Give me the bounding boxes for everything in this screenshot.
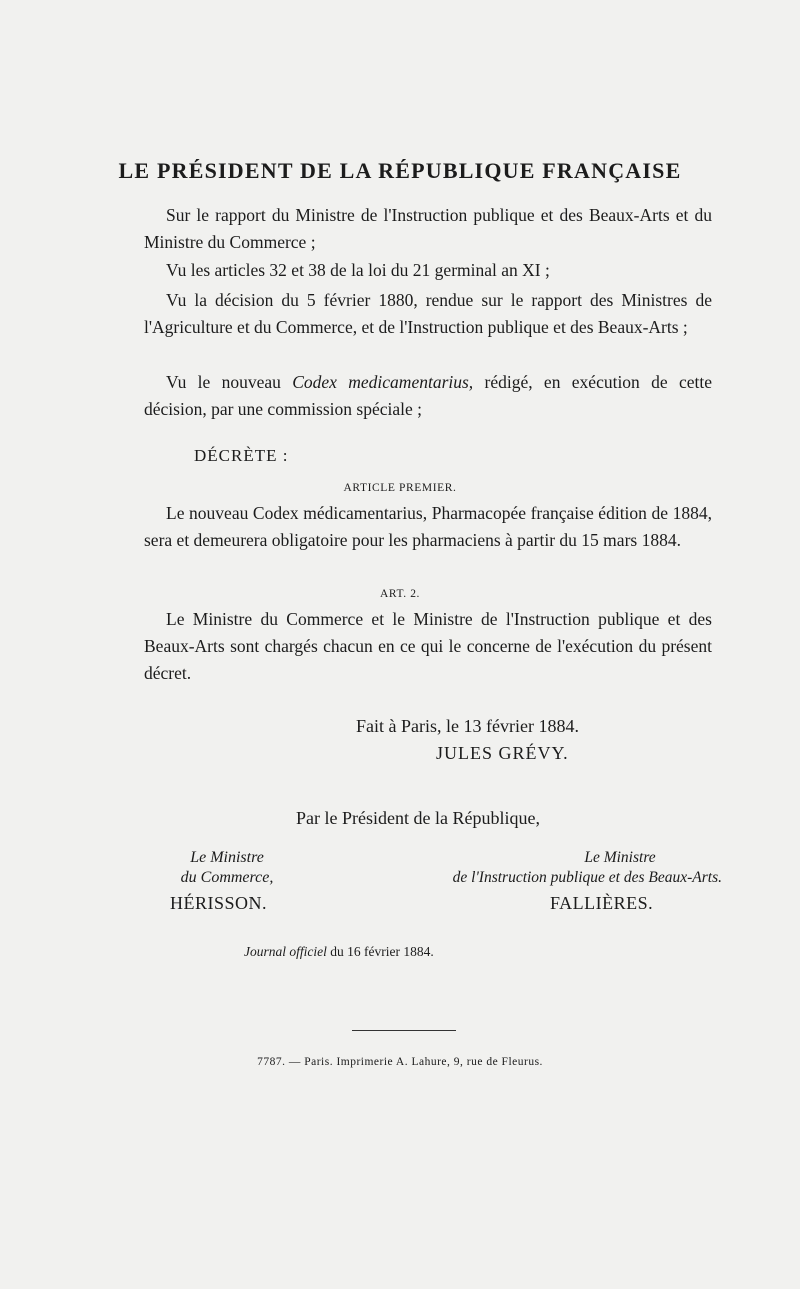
article-1 <box>144 500 712 554</box>
article-2-heading: ART. 2. <box>379 588 421 600</box>
footer-rule <box>352 1030 456 1031</box>
consideration-2-text: Vu les articles 32 et 38 de la loi du 21 germinal an XI ; <box>166 260 550 280</box>
article-1-heading: ARTICLE PREMIER. <box>343 482 457 494</box>
journal-reference <box>244 944 434 960</box>
article-2-text: Le Ministre du Commerce et le Ministre de l'Instruction publique et des Beaux-Arts sont chargés chacun en ce qui le concerne de l'exécution du présent décret. <box>144 609 712 683</box>
minister-commerce-title-2: du Commerce, <box>180 869 274 886</box>
printer-imprint: 7787. — Paris. Imprimerie A. Lahure, 9, rue de Fleurus. <box>257 1056 543 1068</box>
consideration-1 <box>144 202 712 256</box>
consideration-2 <box>144 257 712 284</box>
consideration-1-text: Sur le rapport du Ministre de l'Instruction publique et des Beaux-Arts et du Ministre du Commerce ; <box>144 205 712 252</box>
codex-before: Vu le nouveau <box>166 372 293 392</box>
decree-label: DÉCRÈTE : <box>194 446 289 465</box>
signer-name: JULES GRÉVY. <box>436 743 569 763</box>
article-1-text: Le nouveau Codex médicamentarius, Pharmacopée française édition de 1884, sera et demeurera obligatoire pour les pharmaciens à partir du 15 mars 1884. <box>144 503 712 550</box>
minister-commerce-title-1: Le Ministre <box>190 849 264 866</box>
consideration-4 <box>144 369 712 423</box>
journal-date: du 16 février 1884. <box>326 944 434 959</box>
codex-paragraph <box>144 369 712 423</box>
consideration-3 <box>144 287 712 341</box>
minister-instruction-title-1: Le Ministre <box>584 849 656 866</box>
article-2 <box>144 606 712 687</box>
consideration-3-text: Vu la décision du 5 février 1880, rendue sur le rapport des Ministres de l'Agriculture et du Commerce, et de l'Instruction publique et des Beaux-Arts ; <box>144 290 712 337</box>
minister-instruction-title <box>398 848 722 888</box>
place-date: Fait à Paris, le 13 février 1884. <box>356 716 579 736</box>
minister-instruction-title-2: de l'Instruction publique et des Beaux-Arts. <box>452 869 722 886</box>
minister-commerce-title <box>162 848 292 888</box>
codex-title: Codex medicamentarius, <box>292 372 474 392</box>
page-title: LE PRÉSIDENT DE LA RÉPUBLIQUE FRANÇAISE <box>118 158 682 183</box>
minister-commerce-name: HÉRISSON. <box>170 893 268 913</box>
codex-after: rédigé, en exécution de cette décision, par une commission spéciale ; <box>144 372 712 419</box>
minister-instruction-name: FALLIÈRES. <box>550 893 654 913</box>
by-president: Par le Président de la République, <box>296 808 540 828</box>
journal-title: Journal officiel <box>244 944 327 959</box>
